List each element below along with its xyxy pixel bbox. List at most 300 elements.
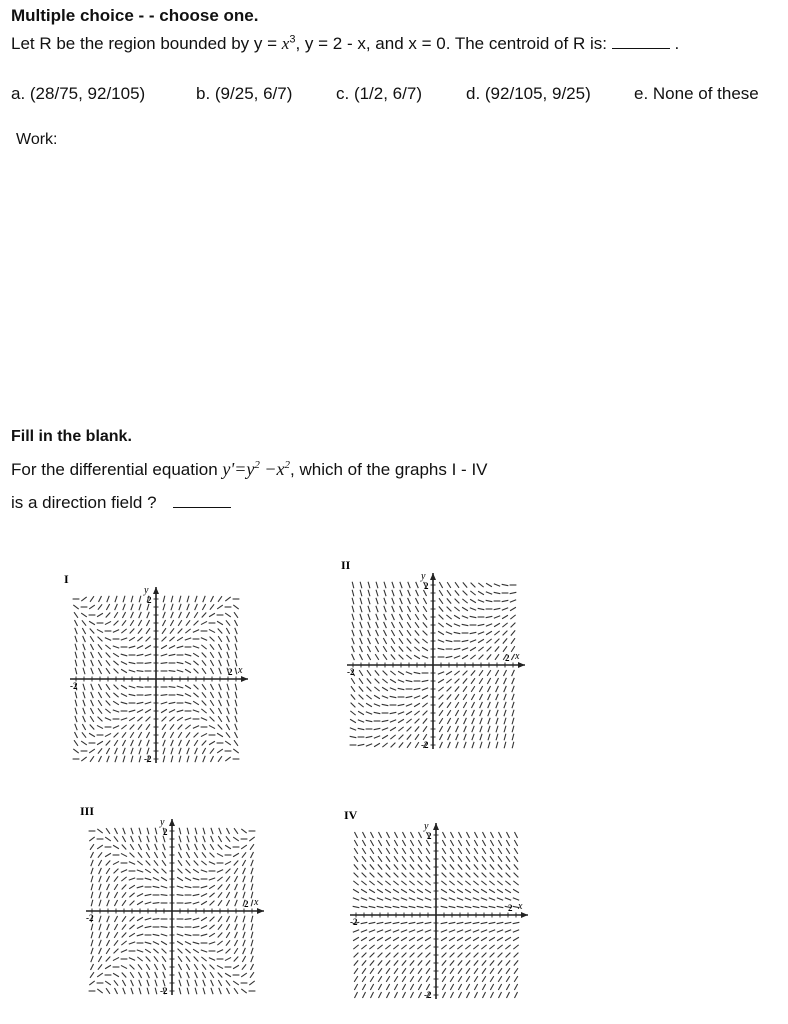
slope-segment xyxy=(97,741,103,744)
slope-segment xyxy=(358,728,365,729)
slope-segment xyxy=(122,740,125,746)
slope-segment xyxy=(162,732,165,738)
slope-segment xyxy=(510,600,516,603)
y-axis-label: y xyxy=(144,585,149,596)
slope-segment xyxy=(442,992,445,998)
slope-segment xyxy=(489,898,495,901)
slope-segment xyxy=(163,596,165,603)
slope-segment xyxy=(235,732,238,738)
slope-segment xyxy=(418,832,421,838)
slope-segment xyxy=(122,612,125,618)
slope-segment xyxy=(185,662,191,665)
slope-segment xyxy=(122,924,126,929)
slope-segment xyxy=(226,884,230,890)
slope-segment xyxy=(203,980,205,986)
slope-segment xyxy=(393,889,399,892)
slope-segment xyxy=(162,869,167,874)
slope-segment xyxy=(354,840,357,846)
slope-segment xyxy=(498,968,502,974)
slope-segment xyxy=(131,980,134,986)
slope-segment xyxy=(506,864,510,869)
slope-segment xyxy=(227,652,229,658)
slope-segment xyxy=(91,852,94,858)
slope-segment xyxy=(105,709,110,713)
slope-segment xyxy=(163,756,165,763)
slope-segment xyxy=(481,945,486,949)
y-axis-label: y xyxy=(424,821,429,832)
slope-segment xyxy=(496,686,499,692)
slope-segment xyxy=(106,653,111,658)
slope-segment xyxy=(211,988,213,994)
slope-segment xyxy=(497,930,503,933)
slope-segment xyxy=(512,686,514,692)
slope-segment xyxy=(426,953,431,958)
slope-segment xyxy=(368,606,370,612)
slope-segment xyxy=(193,878,200,880)
slope-segment xyxy=(375,679,380,684)
slope-segment xyxy=(235,716,237,722)
slope-segment xyxy=(219,988,221,994)
slope-segment xyxy=(447,718,450,724)
slope-segment xyxy=(366,695,371,699)
slope-segment xyxy=(235,884,238,890)
slope-segment xyxy=(234,828,238,834)
slope-segment xyxy=(362,832,365,838)
slope-segment xyxy=(402,960,406,965)
slope-segment xyxy=(410,960,414,965)
slope-segment xyxy=(366,703,372,706)
fib-line1-part2: , which of the graphs I - IV xyxy=(290,460,488,479)
slope-segment xyxy=(145,702,151,704)
slope-segment xyxy=(154,860,158,865)
mc-question xyxy=(11,33,679,54)
slope-segment xyxy=(82,628,85,634)
slope-segment xyxy=(122,892,126,897)
slope-segment xyxy=(234,868,238,874)
slope-segment xyxy=(235,932,238,938)
slope-segment xyxy=(439,718,443,724)
slope-segment xyxy=(243,868,246,874)
slope-segment xyxy=(202,668,206,674)
slope-segment xyxy=(471,702,474,708)
slope-segment xyxy=(414,711,419,715)
slope-segment xyxy=(474,984,477,990)
slope-segment xyxy=(370,976,374,982)
slope-segment xyxy=(202,972,205,978)
slope-segment xyxy=(394,873,399,878)
slope-segment xyxy=(402,968,406,974)
slope-segment xyxy=(122,885,127,890)
slope-segment xyxy=(193,630,199,633)
slope-segment xyxy=(163,748,165,754)
slope-segment xyxy=(466,960,470,965)
slope-segment xyxy=(153,934,160,935)
slope-segment xyxy=(106,940,109,946)
slope-segment xyxy=(487,647,492,652)
slope-segment xyxy=(217,870,223,873)
slope-segment xyxy=(169,717,174,721)
slope-segment xyxy=(442,873,447,878)
slope-segment xyxy=(462,624,469,625)
slope-segment xyxy=(466,840,469,846)
mc-question-part1: Let R be the region bounded by y = xyxy=(11,34,282,53)
slope-segment xyxy=(352,630,354,636)
slope-segment xyxy=(83,652,85,658)
slope-segment xyxy=(170,628,174,633)
x-axis-arrow xyxy=(518,662,525,668)
slope-segment xyxy=(99,876,101,882)
slope-segment xyxy=(402,873,407,878)
slope-segment xyxy=(513,881,518,885)
slope-segment xyxy=(139,612,142,618)
slope-segment xyxy=(375,670,379,675)
slope-segment xyxy=(390,727,396,730)
slope-segment xyxy=(209,925,214,929)
slope-segment xyxy=(235,628,237,634)
slope-segment xyxy=(227,828,230,834)
slope-segment xyxy=(137,901,143,904)
slope-segment xyxy=(490,992,493,998)
slope-segment xyxy=(91,940,93,947)
slope-segment xyxy=(368,598,370,604)
slope-segment xyxy=(226,628,229,634)
slope-segment xyxy=(513,889,519,892)
x-tick-label-neg2: -2 xyxy=(347,667,355,677)
slope-segment xyxy=(496,694,499,700)
slope-segment xyxy=(187,596,189,603)
slope-segment xyxy=(130,732,134,738)
slope-segment xyxy=(201,621,207,624)
slope-segment xyxy=(121,877,126,881)
slope-segment xyxy=(458,968,462,974)
slope-segment xyxy=(218,885,223,890)
slope-segment xyxy=(406,672,412,675)
slope-segment xyxy=(194,964,198,970)
slope-segment xyxy=(218,972,223,977)
slope-segment xyxy=(243,876,245,882)
slope-segment xyxy=(193,894,200,895)
slope-segment xyxy=(402,976,406,982)
slope-segment xyxy=(366,720,373,721)
slope-segment xyxy=(89,837,94,841)
slope-segment xyxy=(146,852,150,858)
slope-segment xyxy=(369,930,375,933)
slope-segment xyxy=(506,856,510,862)
slope-segment xyxy=(406,704,412,707)
slope-segment xyxy=(438,648,445,649)
slope-segment xyxy=(481,898,487,901)
slope-segment xyxy=(455,679,460,684)
slope-segment xyxy=(115,828,118,834)
slope-segment xyxy=(514,864,518,869)
slope-segment xyxy=(455,702,459,708)
slope-segment xyxy=(369,937,375,940)
slope-segment xyxy=(194,685,199,690)
slope-segment xyxy=(233,837,239,841)
slope-segment xyxy=(446,671,452,674)
slope-segment xyxy=(374,712,381,713)
slope-segment xyxy=(478,583,483,587)
slope-segment xyxy=(352,654,355,660)
slope-segment xyxy=(423,622,427,627)
slope-segment xyxy=(177,927,184,928)
slope-segment xyxy=(514,848,518,854)
slope-segment xyxy=(470,608,476,611)
slope-segment xyxy=(235,724,237,730)
slope-segment xyxy=(107,932,110,938)
slope-segment xyxy=(73,749,78,753)
slope-segment xyxy=(177,670,183,672)
slope-segment xyxy=(439,726,442,732)
slope-segment xyxy=(480,702,483,708)
slope-segment xyxy=(439,590,443,596)
slope-segment xyxy=(130,965,135,970)
slope-segment xyxy=(478,639,484,642)
slope-segment xyxy=(195,604,198,610)
slope-segment xyxy=(218,844,223,849)
y-axis-arrow xyxy=(169,819,175,826)
slope-segment xyxy=(98,684,101,690)
slope-segment xyxy=(351,703,356,708)
slope-segment xyxy=(185,942,191,945)
slope-segment xyxy=(382,696,388,699)
slope-segment xyxy=(383,646,387,652)
slope-segment xyxy=(370,864,374,869)
slope-segment xyxy=(410,848,414,854)
slope-segment xyxy=(122,620,126,625)
slope-segment xyxy=(439,710,443,716)
slope-segment xyxy=(219,828,221,834)
slope-segment xyxy=(179,988,181,995)
slope-segment xyxy=(494,584,500,587)
slope-segment xyxy=(105,733,111,736)
slope-segment xyxy=(450,976,454,982)
slope-segment xyxy=(249,981,254,985)
slope-segment xyxy=(161,695,168,696)
slope-segment xyxy=(195,748,198,754)
slope-segment xyxy=(227,988,230,994)
slope-segment xyxy=(383,654,387,660)
slope-segment xyxy=(488,734,490,740)
slope-segment xyxy=(251,884,253,891)
slope-segment xyxy=(386,856,390,862)
slope-segment xyxy=(394,848,398,854)
fib-equation-exp2: 2 xyxy=(284,459,291,471)
slope-segment xyxy=(90,596,94,602)
slope-segment xyxy=(409,922,416,923)
slope-segment xyxy=(454,671,459,675)
slope-segment xyxy=(91,876,93,883)
slope-segment xyxy=(114,900,117,906)
slope-segment xyxy=(91,668,94,674)
slope-segment xyxy=(498,848,502,854)
x-axis-label: x xyxy=(238,665,243,676)
slope-segment xyxy=(374,728,381,729)
slope-segment xyxy=(386,873,391,878)
slope-segment xyxy=(193,726,199,729)
slope-segment xyxy=(195,844,198,850)
slope-segment xyxy=(226,980,230,985)
graph-iii xyxy=(80,804,264,996)
slope-segment xyxy=(203,988,205,995)
slope-segment xyxy=(137,717,142,721)
slope-segment xyxy=(375,646,378,652)
slope-segment xyxy=(377,881,382,885)
slope-segment xyxy=(122,916,126,922)
slope-segment xyxy=(129,710,136,712)
slope-segment xyxy=(210,901,215,906)
slope-segment xyxy=(177,637,183,641)
slope-segment xyxy=(473,898,479,901)
slope-segment xyxy=(471,670,475,675)
slope-segment xyxy=(495,678,498,684)
slope-segment xyxy=(219,652,222,658)
slope-segment xyxy=(98,637,103,642)
slope-segment xyxy=(458,840,461,846)
slope-segment xyxy=(161,663,168,664)
slope-segment xyxy=(115,748,118,754)
slope-segment xyxy=(99,892,101,898)
slope-segment xyxy=(360,630,362,636)
slope-segment xyxy=(201,870,207,872)
mc-question-x: x xyxy=(281,34,290,53)
slope-segment xyxy=(179,828,181,835)
slope-segment xyxy=(194,621,199,626)
slope-segment xyxy=(391,622,394,628)
slope-segment xyxy=(360,638,363,644)
slope-segment xyxy=(201,926,207,929)
slope-segment xyxy=(407,647,412,652)
slope-segment xyxy=(209,725,215,728)
slope-segment xyxy=(386,992,389,998)
slope-segment xyxy=(217,877,222,881)
slope-segment xyxy=(226,949,231,954)
slope-segment xyxy=(155,828,157,835)
slope-segment xyxy=(488,718,490,724)
slope-segment xyxy=(187,988,189,995)
slope-segment xyxy=(370,832,373,838)
slope-segment xyxy=(458,984,461,990)
slope-segment xyxy=(407,727,412,732)
slope-segment xyxy=(177,710,184,712)
slope-segment xyxy=(185,878,191,881)
slope-segment xyxy=(410,984,413,990)
slope-segment xyxy=(122,980,125,986)
slope-segment xyxy=(455,694,459,700)
slope-segment xyxy=(210,965,215,970)
slope-segment xyxy=(352,614,354,620)
slope-segment xyxy=(390,696,397,697)
slope-segment xyxy=(353,906,360,907)
slope-segment xyxy=(390,712,397,713)
slope-segment xyxy=(447,687,452,692)
slope-segment xyxy=(409,906,416,907)
slope-segment xyxy=(145,709,151,712)
slope-segment xyxy=(219,668,222,674)
slope-segment xyxy=(446,640,453,641)
slope-segment xyxy=(201,901,207,904)
slope-segment xyxy=(121,629,126,633)
slope-segment xyxy=(129,862,135,865)
slope-segment xyxy=(115,604,118,610)
slope-segment xyxy=(179,740,182,746)
slope-segment xyxy=(161,886,167,888)
slope-segment xyxy=(425,889,431,892)
slope-segment xyxy=(218,636,222,642)
slope-segment xyxy=(354,873,359,878)
slope-segment xyxy=(114,740,118,746)
slope-segment xyxy=(449,937,455,940)
slope-segment xyxy=(472,710,475,716)
slope-segment xyxy=(169,710,175,713)
slope-segment xyxy=(234,956,239,961)
slope-segment xyxy=(106,748,109,754)
slope-segment xyxy=(218,644,221,650)
slope-segment xyxy=(457,922,464,923)
slope-segment xyxy=(194,852,198,858)
slope-segment xyxy=(75,668,77,675)
slope-segment xyxy=(366,712,372,715)
slope-segment xyxy=(458,873,463,878)
slope-segment xyxy=(482,864,486,869)
slope-segment xyxy=(439,582,442,588)
slope-segment xyxy=(463,582,467,587)
slope-segment xyxy=(455,710,458,716)
slope-segment xyxy=(113,653,119,657)
slope-segment xyxy=(358,720,364,723)
slope-segment xyxy=(99,948,102,954)
slope-segment xyxy=(394,992,397,998)
slope-segment xyxy=(137,861,142,865)
slope-segment xyxy=(178,956,182,962)
slope-segment xyxy=(394,840,397,846)
slope-segment xyxy=(386,984,389,990)
slope-segment xyxy=(390,679,396,682)
slope-segment xyxy=(233,749,238,753)
slope-segment xyxy=(504,710,506,716)
slope-segment xyxy=(442,968,446,974)
slope-segment xyxy=(234,948,238,954)
slope-segment xyxy=(466,832,469,838)
slope-segment xyxy=(219,692,222,698)
slope-segment xyxy=(415,639,420,644)
slope-segment xyxy=(82,732,86,737)
slope-segment xyxy=(442,832,445,838)
slope-segment xyxy=(243,884,245,890)
slope-segment xyxy=(91,924,93,931)
slope-segment xyxy=(496,702,498,708)
slope-segment xyxy=(123,828,125,834)
slope-segment xyxy=(89,605,95,609)
slope-segment xyxy=(121,941,126,945)
slope-segment xyxy=(399,638,403,644)
slope-segment xyxy=(210,604,214,609)
slope-segment xyxy=(360,646,363,652)
slope-segment xyxy=(374,736,380,739)
slope-segment xyxy=(98,717,103,722)
slope-segment xyxy=(209,958,215,961)
slope-segment xyxy=(98,644,102,649)
slope-segment xyxy=(423,718,427,723)
x-axis-arrow xyxy=(241,676,248,682)
slope-segment xyxy=(410,953,415,958)
slope-segment xyxy=(235,708,237,715)
y-tick-label-2: 2 xyxy=(163,827,168,837)
slope-segment xyxy=(370,992,373,998)
slope-segment xyxy=(398,712,404,715)
slope-segment xyxy=(98,668,101,674)
slope-segment xyxy=(131,988,133,994)
